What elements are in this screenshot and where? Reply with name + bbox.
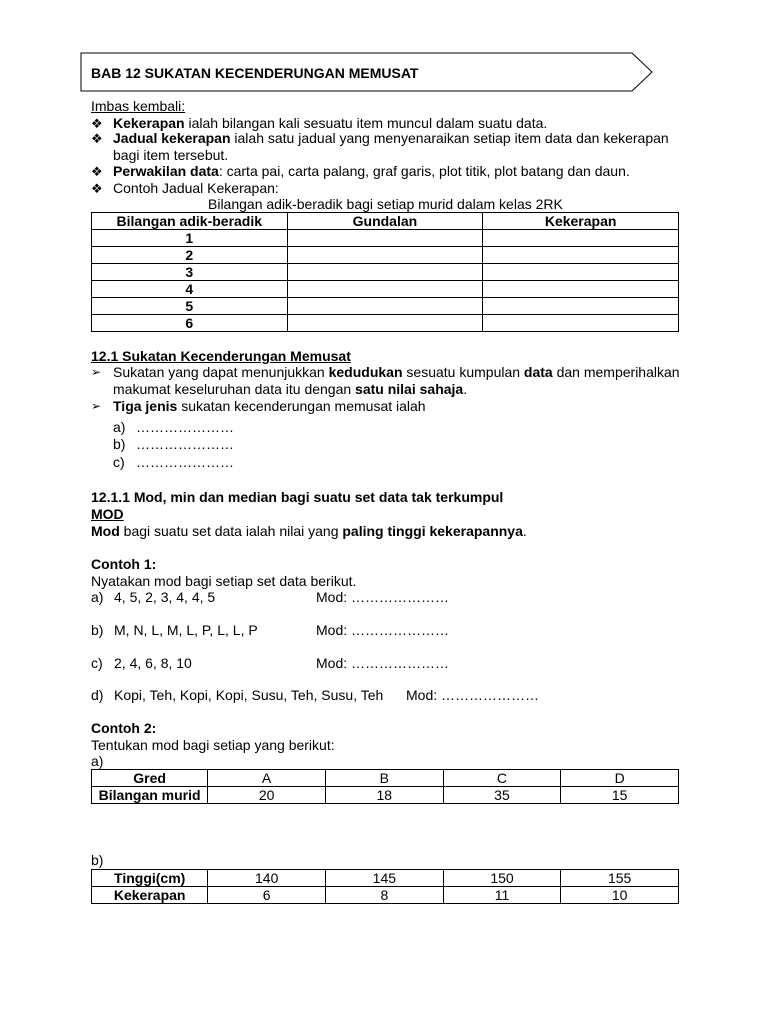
- table-cell: [287, 298, 483, 315]
- contoh1-a-label: a): [91, 589, 104, 605]
- section-12-1-para1: [113, 364, 680, 381]
- table-cell: 15: [561, 787, 679, 804]
- contoh1-b-mod: Mod: …………………: [316, 622, 450, 638]
- table-cell: C: [443, 770, 561, 787]
- contoh1-a-data: 4, 5, 2, 3, 4, 4, 5: [114, 589, 216, 605]
- table-header: Bilangan adik-beradik: [92, 213, 288, 230]
- table-cell: 18: [325, 787, 443, 804]
- imbas-item-4: [113, 180, 279, 197]
- table-cell: 20: [208, 787, 326, 804]
- table-cell: Kekerapan: [92, 887, 208, 904]
- imbas-heading: Imbas kembali:: [91, 98, 186, 114]
- contoh2-a-label: a): [91, 753, 104, 769]
- imbas-item-2-term: Jadual kekerapan: [113, 130, 231, 146]
- mod-heading: MOD: [91, 506, 124, 522]
- para-text: .: [463, 381, 468, 397]
- para-text: sukatan kecenderungan memusat ialah: [177, 398, 426, 414]
- mod-def-end: .: [522, 523, 527, 539]
- diamond-bullet-icon: ❖: [91, 164, 103, 179]
- diamond-bullet-icon: ❖: [91, 116, 103, 131]
- table-row: [92, 787, 679, 804]
- table-cell: A: [208, 770, 326, 787]
- mod-term: Mod: [91, 523, 120, 539]
- table-row: [92, 264, 679, 281]
- blank-c-dots: …………………: [136, 454, 234, 470]
- contoh2-b-label: b): [91, 852, 104, 868]
- table-caption: Bilangan adik-beradik bagi setiap murid dalam kelas 2RK: [208, 196, 563, 212]
- table-cell: D: [561, 770, 679, 787]
- table-cell: 3: [92, 264, 288, 281]
- table-cell: [483, 298, 679, 315]
- blank-b-label: b): [113, 436, 126, 452]
- table-row: [92, 770, 679, 787]
- para-text: sesuatu kumpulan: [402, 364, 524, 380]
- table-cell: [287, 281, 483, 298]
- table-row: [92, 887, 679, 904]
- table-row: [92, 298, 679, 315]
- para-bold: data: [523, 364, 553, 380]
- table-header: Gundalan: [287, 213, 483, 230]
- table-cell: 6: [92, 315, 288, 332]
- contoh1-a-mod: Mod: …………………: [316, 589, 450, 605]
- imbas-item-3-term: Perwakilan data: [113, 163, 219, 179]
- blank-c-label: c): [113, 454, 125, 470]
- table-header: Kekerapan: [483, 213, 679, 230]
- table-cell: [287, 230, 483, 247]
- contoh1-intro: Nyatakan mod bagi setiap set data berikut.: [91, 573, 357, 589]
- imbas-item-4-text: Contoh Jadual Kekerapan:: [113, 180, 279, 196]
- section-12-1-para1-line2: [113, 381, 467, 398]
- table-cell: [287, 264, 483, 281]
- table-cell: 150: [443, 870, 561, 887]
- table-cell: [483, 230, 679, 247]
- table-cell: 8: [326, 887, 444, 904]
- para-text: Sukatan yang dapat menunjukkan: [113, 364, 329, 380]
- contoh1-d-label: d): [91, 687, 104, 703]
- section-12-1-para2: [113, 398, 426, 415]
- para-bold: kedudukan: [328, 364, 403, 380]
- table-cell: Bilangan murid: [92, 787, 208, 804]
- mod-definition: [91, 523, 527, 540]
- table-cell: 5: [92, 298, 288, 315]
- para-text: dan memperihalkan: [552, 364, 680, 380]
- blank-a-dots: …………………: [136, 419, 234, 435]
- para-text: makumat keseluruhan data itu dengan: [113, 381, 356, 397]
- imbas-item-2-cont: bagi item tersebut.: [113, 147, 229, 163]
- contoh1-d-mod: Mod: …………………: [406, 687, 540, 703]
- table-cell: [483, 281, 679, 298]
- table-cell: 140: [208, 870, 326, 887]
- arrow-bullet-icon: ➢: [91, 365, 102, 379]
- table-cell: 1: [92, 230, 288, 247]
- imbas-item-3-text: : carta pai, carta palang, graf garis, plot titik, plot batang dan daun.: [218, 163, 630, 179]
- contoh1-c-mod: Mod: …………………: [316, 655, 450, 671]
- table-cell: 11: [443, 887, 561, 904]
- section-12-1-heading: 12.1 Sukatan Kecenderungan Memusat: [91, 348, 351, 364]
- contoh1-c-label: c): [91, 655, 103, 671]
- diamond-bullet-icon: ❖: [91, 181, 103, 196]
- contoh1-b-data: M, N, L, M, L, P, L, L, P: [114, 622, 258, 638]
- para-bold: Tiga jenis: [113, 398, 178, 414]
- table-row: [92, 315, 679, 332]
- table-cell: [483, 247, 679, 264]
- table-cell: [287, 315, 483, 332]
- arrow-bullet-icon: ➢: [91, 399, 102, 413]
- table-cell: 35: [443, 787, 561, 804]
- table-cell: Tinggi(cm): [92, 870, 208, 887]
- contoh1-heading: Contoh 1:: [91, 556, 157, 572]
- imbas-item-1-text: ialah bilangan kali sesuatu item muncul dalam suatu data.: [184, 115, 548, 131]
- table-cell: 10: [561, 887, 679, 904]
- table-row: [92, 870, 679, 887]
- grade-table: [91, 769, 679, 804]
- table-row: [92, 247, 679, 264]
- page-title: BAB 12 SUKATAN KECENDERUNGAN MEMUSAT: [91, 65, 419, 81]
- imbas-item-3: [113, 163, 630, 180]
- table-cell: [483, 315, 679, 332]
- contoh1-d-data: Kopi, Teh, Kopi, Kopi, Susu, Teh, Susu, Teh: [114, 687, 384, 703]
- para-bold: satu nilai sahaja: [355, 381, 464, 397]
- contoh1-b-label: b): [91, 622, 104, 638]
- diamond-bullet-icon: ❖: [91, 131, 103, 146]
- table-cell: 6: [208, 887, 326, 904]
- contoh2-heading: Contoh 2:: [91, 720, 157, 736]
- table-row: [92, 281, 679, 298]
- frequency-table: [91, 212, 679, 332]
- section-12-1-1-heading: 12.1.1 Mod, min dan median bagi suatu set data tak terkumpul: [91, 489, 504, 505]
- contoh2-intro: Tentukan mod bagi setiap yang berikut:: [91, 737, 335, 753]
- mod-def-text: bagi suatu set data ialah nilai yang: [119, 523, 343, 539]
- blank-b-dots: …………………: [136, 436, 234, 452]
- table-row: [92, 230, 679, 247]
- table-cell: 155: [561, 870, 679, 887]
- blank-a-label: a): [113, 419, 126, 435]
- table-cell: 2: [92, 247, 288, 264]
- table-cell: Gred: [92, 770, 208, 787]
- table-cell: 145: [326, 870, 444, 887]
- table-cell: B: [325, 770, 443, 787]
- table-cell: 4: [92, 281, 288, 298]
- imbas-item-2: [113, 130, 669, 147]
- height-table: [91, 869, 679, 904]
- mod-def-bold: paling tinggi kekerapannya: [342, 523, 523, 539]
- contoh1-c-data: 2, 4, 6, 8, 10: [114, 655, 192, 671]
- imbas-item-1-term: Kekerapan: [113, 115, 185, 131]
- table-cell: [483, 264, 679, 281]
- table-cell: [287, 247, 483, 264]
- imbas-item-2-text: ialah satu jadual yang menyenaraikan setiap item data dan kekerapan: [230, 130, 669, 146]
